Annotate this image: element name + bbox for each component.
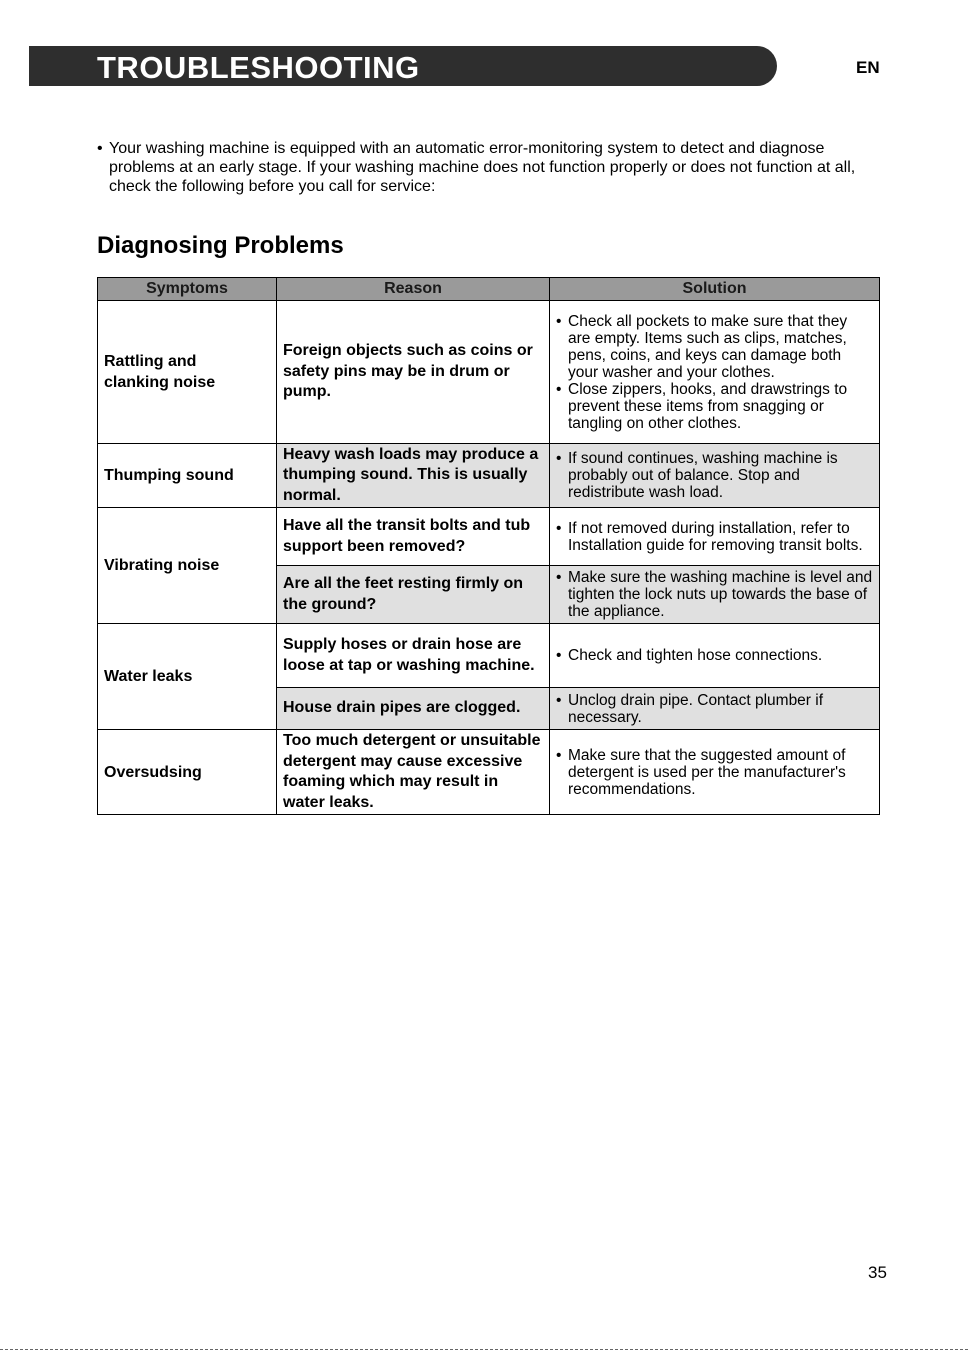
- reason-cell: Heavy wash loads may produce a thumping sound. This is usually normal.: [277, 444, 550, 508]
- intro-paragraph: [97, 139, 887, 196]
- header-reason: Reason: [277, 278, 550, 301]
- solution-item: [556, 692, 873, 726]
- solution-text: If sound continues, washing machine is probably out of balance. Stop and redistribute wash load.: [568, 450, 838, 501]
- page-title: TROUBLESHOOTING: [97, 50, 420, 85]
- bullet-icon: •: [556, 380, 562, 398]
- solution-cell: [550, 566, 880, 624]
- bullet-icon: •: [556, 569, 562, 586]
- solution-text: Make sure the washing machine is level and tighten the lock nuts up towards the base of the appliance.: [568, 569, 873, 620]
- solution-cell: [550, 688, 880, 730]
- solution-cell: [550, 444, 880, 508]
- solution-text: Close zippers, hooks, and drawstrings to prevent these items from snagging or tangling on other clothes.: [568, 380, 848, 432]
- bullet-icon: •: [556, 519, 562, 537]
- bullet-icon: •: [556, 450, 562, 467]
- diagnosis-table: [97, 277, 880, 815]
- footer-divider: [0, 1349, 968, 1350]
- reason-cell: Too much detergent or unsuitable detergent may cause excessive foaming which may result in water leaks.: [277, 730, 550, 815]
- reason-cell: Foreign objects such as coins or safety pins may be in drum or pump.: [277, 301, 550, 444]
- solution-text: If not removed during installation, refer to Installation guide for removing transit bolts.: [568, 519, 863, 554]
- solution-item: [556, 747, 873, 798]
- solution-cell: [550, 508, 880, 566]
- solution-item: [556, 313, 873, 381]
- section-title: Diagnosing Problems: [97, 232, 344, 259]
- bullet-icon: •: [556, 691, 562, 709]
- table-row: [98, 444, 880, 508]
- header-symptoms: Symptoms: [98, 278, 277, 301]
- solution-text: Make sure that the suggested amount of detergent is used per the manufacturer's recommendations.: [568, 746, 846, 798]
- solution-text: Check and tighten hose connections.: [568, 647, 823, 664]
- reason-cell: Supply hoses or drain hose are loose at tap or washing machine.: [277, 624, 550, 688]
- header-solution: Solution: [550, 278, 880, 301]
- bullet-icon: •: [97, 140, 103, 157]
- reason-cell: House drain pipes are clogged.: [277, 688, 550, 730]
- solution-item: [556, 381, 873, 432]
- symptom-cell: Oversudsing: [98, 730, 277, 815]
- page-number: 35: [868, 1263, 887, 1282]
- symptom-cell: Thumping sound: [98, 444, 277, 508]
- symptom-cell: Vibrating noise: [98, 508, 277, 624]
- bullet-icon: •: [556, 746, 562, 764]
- table-row: [98, 508, 880, 566]
- solution-text: Unclog drain pipe. Contact plumber if necessary.: [568, 691, 824, 726]
- language-label: EN: [856, 58, 880, 77]
- bullet-icon: •: [556, 312, 562, 330]
- header-bar: [29, 46, 777, 86]
- solution-cell: [550, 301, 880, 444]
- solution-item: [556, 647, 873, 664]
- solution-cell: [550, 730, 880, 815]
- solution-item: [556, 569, 873, 620]
- table-row: [98, 730, 880, 815]
- symptom-cell: Water leaks: [98, 624, 277, 730]
- table-header-row: [98, 278, 880, 301]
- symptom-cell: Rattling and clanking noise: [98, 301, 277, 444]
- reason-cell: Are all the feet resting firmly on the ground?: [277, 566, 550, 624]
- solution-item: [556, 450, 873, 501]
- reason-cell: Have all the transit bolts and tub support been removed?: [277, 508, 550, 566]
- table-row: [98, 301, 880, 444]
- solution-item: [556, 520, 873, 554]
- intro-text: Your washing machine is equipped with an automatic error-monitoring system to detect and diagnose problems at an early stage. If your washing machine does not function properly or does not function at all, check the following before you call for service:: [109, 140, 856, 195]
- solution-text: Check all pockets to make sure that they are empty. Items such as clips, matches, pens, coins, and keys can damage both your washer and your clothes.: [568, 312, 848, 381]
- bullet-icon: •: [556, 647, 562, 664]
- table-row: [98, 624, 880, 688]
- solution-cell: [550, 624, 880, 688]
